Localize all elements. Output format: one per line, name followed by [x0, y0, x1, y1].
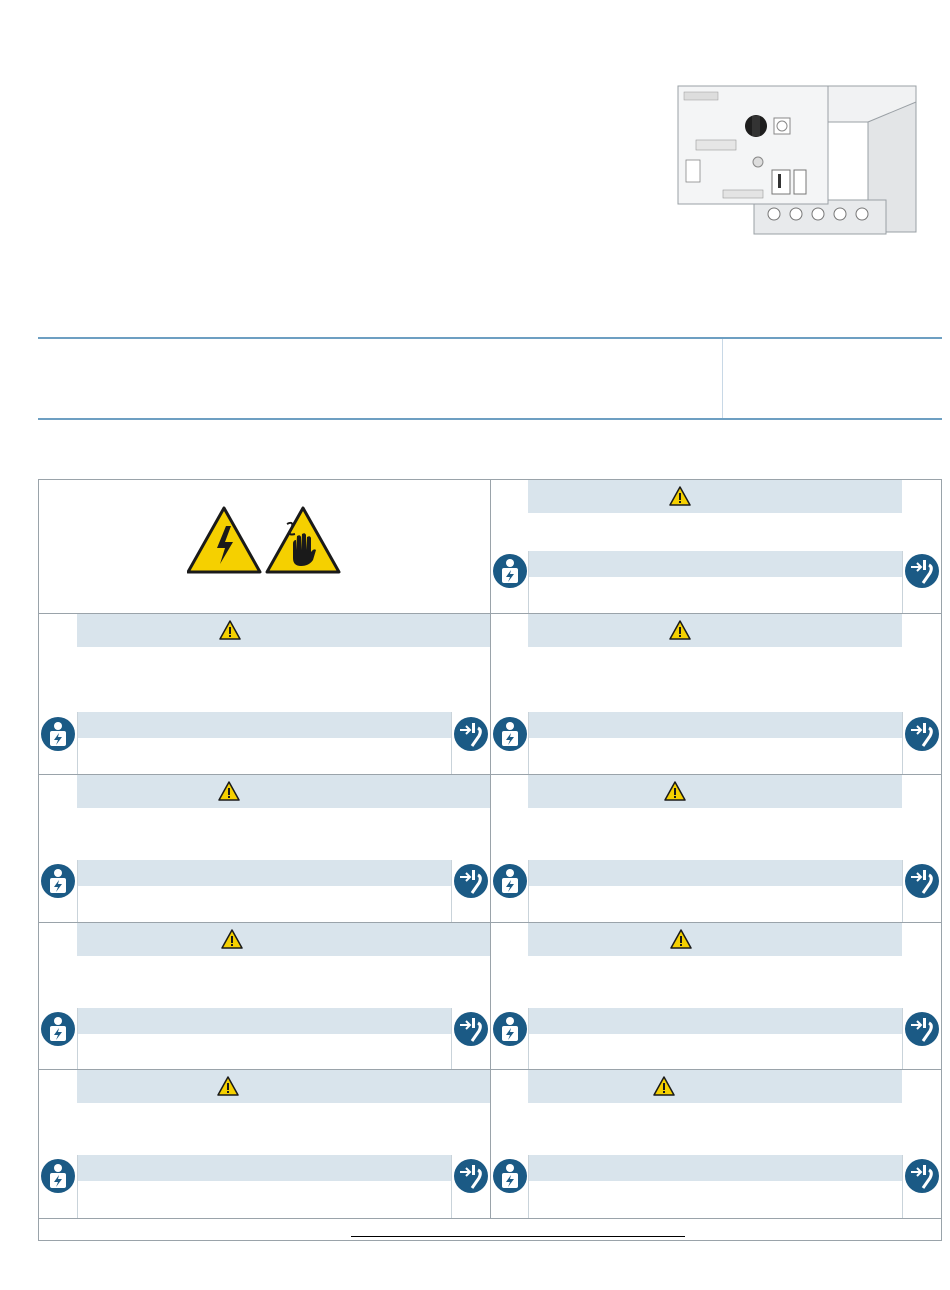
electrical-qualified-person-icon	[492, 863, 528, 899]
safety-cell	[39, 775, 490, 922]
header-separator	[722, 339, 723, 418]
read-instructions-icon	[453, 863, 489, 899]
safety-cell	[491, 614, 941, 774]
electrical-qualified-person-icon	[492, 1011, 528, 1047]
read-instructions-icon	[904, 1011, 940, 1047]
warning-header-bar	[77, 1070, 490, 1103]
warning-header-bar	[528, 775, 902, 808]
safety-cell	[39, 614, 490, 774]
warning-header-bar	[528, 923, 902, 956]
instruction-bar	[528, 1008, 902, 1034]
warning-header-bar	[77, 614, 490, 647]
read-instructions-icon	[453, 1158, 489, 1194]
instruction-bar	[77, 712, 451, 738]
warning-triangle-icon	[664, 781, 686, 801]
warning-triangle-icon	[670, 929, 692, 949]
product-image	[668, 82, 928, 242]
warning-header-bar	[528, 1070, 902, 1103]
electrical-qualified-person-icon	[492, 716, 528, 752]
instruction-bar	[528, 860, 902, 886]
warning-header-bar	[528, 614, 902, 647]
electrical-qualified-person-icon	[40, 1158, 76, 1194]
footer-cell	[39, 1218, 941, 1241]
instruction-bar	[528, 712, 902, 738]
read-instructions-icon	[453, 716, 489, 752]
safety-cell	[491, 775, 941, 922]
electric-shock-warning-icon	[188, 508, 260, 572]
warning-header-bar	[77, 775, 490, 808]
header-rule-bottom	[38, 418, 942, 420]
electrical-qualified-person-icon	[492, 553, 528, 589]
header-rule-top	[38, 337, 942, 339]
instruction-bar	[528, 551, 902, 577]
electrical-qualified-person-icon	[40, 1011, 76, 1047]
read-instructions-icon	[904, 553, 940, 589]
instruction-bar	[528, 1155, 902, 1181]
read-instructions-icon	[453, 1011, 489, 1047]
electrical-qualified-person-icon	[492, 1158, 528, 1194]
read-instructions-icon	[904, 863, 940, 899]
warning-header-bar	[528, 480, 902, 513]
read-instructions-icon	[904, 716, 940, 752]
footer-rule	[351, 1236, 685, 1237]
hazard-signs	[187, 506, 341, 576]
safety-cell	[491, 1070, 941, 1218]
safety-grid	[38, 479, 942, 1241]
warning-header-bar	[77, 923, 490, 956]
read-instructions-icon	[904, 1158, 940, 1194]
safety-cell	[39, 1070, 490, 1218]
electrical-qualified-person-icon	[40, 716, 76, 752]
safety-cell	[491, 480, 941, 613]
instruction-bar	[77, 860, 451, 886]
warning-triangle-icon	[653, 1076, 675, 1096]
instruction-bar	[77, 1008, 451, 1034]
warning-triangle-icon	[221, 929, 243, 949]
warning-triangle-icon	[219, 620, 241, 640]
electrical-qualified-person-icon	[40, 863, 76, 899]
safety-cell	[491, 923, 941, 1069]
warning-triangle-icon	[669, 486, 691, 506]
warning-triangle-icon	[217, 1076, 239, 1096]
instruction-bar	[77, 1155, 451, 1181]
warning-triangle-icon	[669, 620, 691, 640]
warning-triangle-icon	[218, 781, 240, 801]
hand-shock-warning-icon	[267, 508, 339, 572]
safety-cell	[39, 923, 490, 1069]
